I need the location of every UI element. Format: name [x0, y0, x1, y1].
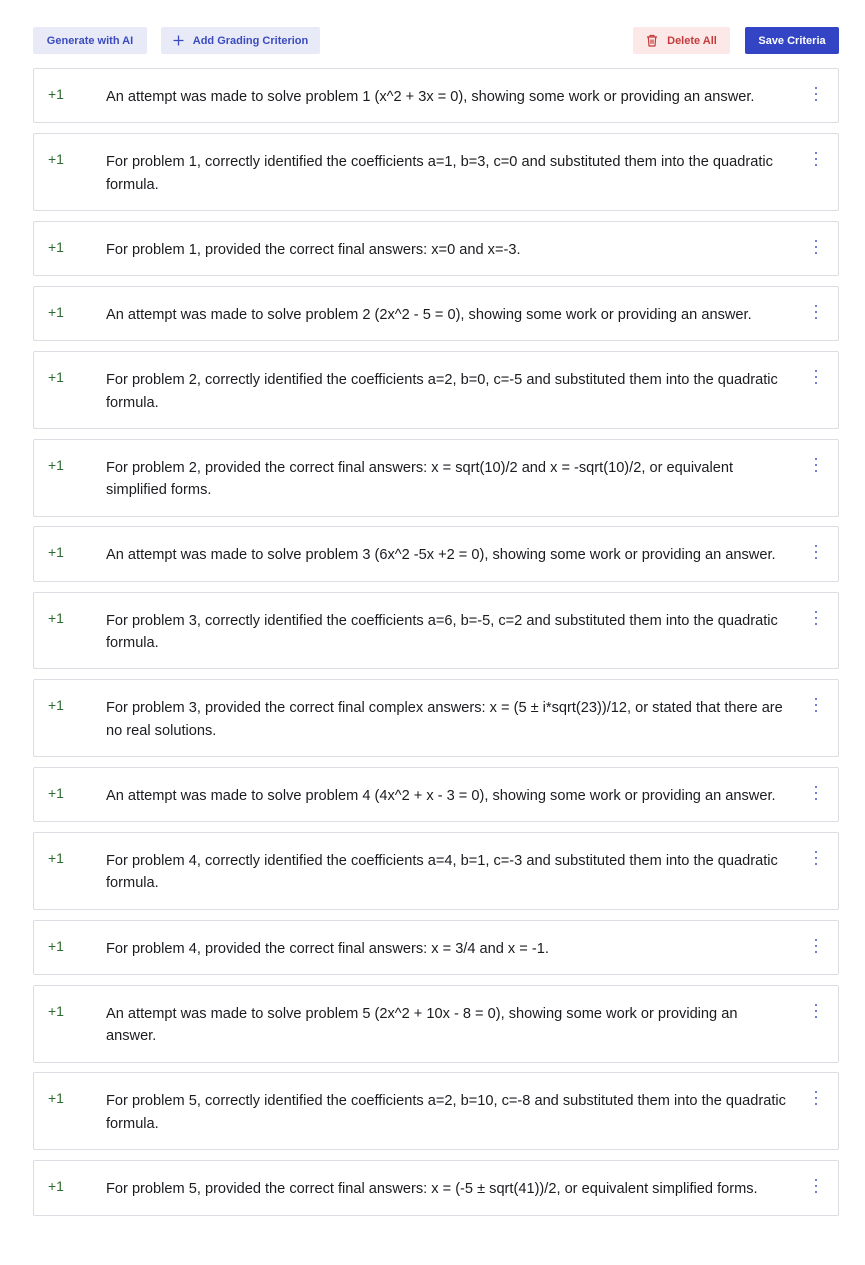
criterion-description: An attempt was made to solve problem 5 (2x^2 + 10x - 8 = 0), showing some work or providing an answer.	[106, 1005, 738, 1045]
criterion-row[interactable]	[33, 679, 839, 757]
criterion-description: For problem 4, correctly identified the coefficients a=4, b=1, c=-3 and substituted them into the quadratic formula.	[106, 853, 778, 892]
add-grading-criterion-button[interactable]	[161, 27, 320, 54]
criterion-points: +1	[48, 86, 64, 102]
generate-with-ai-label: Generate with AI	[46, 34, 134, 47]
criterion-points: +1	[48, 456, 64, 473]
more-vertical-icon[interactable]	[811, 939, 821, 953]
criterion-row[interactable]	[33, 526, 839, 581]
more-vertical-icon[interactable]	[811, 851, 821, 865]
criterion-row[interactable]	[33, 832, 839, 910]
criterion-row[interactable]	[33, 1072, 839, 1150]
criterion-points: +1	[48, 369, 64, 386]
criterion-description: For problem 5, correctly identified the coefficients a=2, b=10, c=-8 and substituted them into the quadratic formula.	[106, 1093, 786, 1132]
criterion-row[interactable]	[33, 1160, 839, 1215]
criterion-description: For problem 5, provided the correct final answers: x = (-5 ± sqrt(41))/2, or equivalent simplified forms.	[106, 1181, 758, 1198]
more-vertical-icon[interactable]	[811, 152, 821, 166]
more-vertical-icon[interactable]	[811, 611, 821, 625]
criterion-points: +1	[48, 1090, 64, 1107]
save-criteria-label: Save Criteria	[758, 34, 826, 47]
criterion-description: For problem 3, correctly identified the coefficients a=6, b=-5, c=2 and substituted them into the quadratic formula.	[106, 612, 778, 652]
toolbar	[33, 27, 839, 54]
more-vertical-icon[interactable]	[811, 305, 821, 319]
criterion-points: +1	[48, 238, 64, 255]
criteria-list	[33, 68, 839, 1225]
criterion-points: +1	[48, 1002, 64, 1019]
generate-with-ai-button[interactable]	[33, 27, 147, 54]
criterion-points: +1	[48, 609, 64, 626]
save-criteria-button[interactable]	[745, 27, 839, 54]
criterion-points: +1	[48, 151, 64, 168]
more-vertical-icon[interactable]	[811, 458, 821, 472]
criterion-row[interactable]	[33, 133, 839, 211]
criterion-row[interactable]	[33, 68, 839, 123]
criterion-description: An attempt was made to solve problem 2 (2x^2 - 5 = 0), showing some work or providing an answer.	[106, 307, 752, 324]
delete-all-label: Delete All	[667, 34, 717, 47]
criterion-row[interactable]	[33, 920, 839, 975]
more-vertical-icon[interactable]	[811, 1179, 821, 1193]
criterion-row[interactable]	[33, 221, 839, 276]
criterion-points: +1	[48, 850, 64, 867]
criterion-description: For problem 4, provided the correct final answers: x = 3/4 and x = -1.	[106, 940, 549, 957]
criterion-points: +1	[48, 937, 64, 954]
criterion-points: +1	[48, 784, 64, 801]
add-grading-criterion-label: Add Grading Criterion	[192, 34, 309, 47]
criterion-description: For problem 2, correctly identified the coefficients a=2, b=0, c=-5 and substituted them into the quadratic formula.	[106, 372, 778, 411]
more-vertical-icon[interactable]	[811, 370, 821, 384]
criterion-points: +1	[48, 697, 64, 714]
plus-icon	[173, 35, 184, 47]
criterion-points: +1	[48, 1178, 64, 1195]
criterion-points: +1	[48, 544, 64, 561]
more-vertical-icon[interactable]	[811, 545, 821, 559]
more-vertical-icon[interactable]	[811, 240, 821, 254]
criterion-description: An attempt was made to solve problem 3 (6x^2 -5x +2 = 0), showing some work or providing an answer.	[106, 547, 776, 564]
criterion-row[interactable]	[33, 767, 839, 822]
criterion-row[interactable]	[33, 439, 839, 517]
criterion-row[interactable]	[33, 351, 839, 429]
more-vertical-icon[interactable]	[811, 698, 821, 712]
criterion-row[interactable]	[33, 985, 839, 1063]
criterion-description: An attempt was made to solve problem 4 (4x^2 + x - 3 = 0), showing some work or providing an answer.	[106, 787, 776, 804]
more-vertical-icon[interactable]	[811, 1091, 821, 1105]
trash-icon	[646, 35, 658, 47]
criterion-row[interactable]	[33, 592, 839, 670]
more-vertical-icon[interactable]	[811, 1004, 821, 1018]
criterion-description: An attempt was made to solve problem 1 (x^2 + 3x = 0), showing some work or providing an answer.	[106, 89, 755, 105]
more-vertical-icon[interactable]	[811, 786, 821, 800]
criterion-row[interactable]	[33, 286, 839, 341]
criterion-description: For problem 1, provided the correct final answers: x=0 and x=-3.	[106, 241, 521, 258]
criterion-description: For problem 3, provided the correct final complex answers: x = (5 ± i*sqrt(23))/12, or stated that there are no real solutions.	[106, 700, 783, 739]
delete-all-button[interactable]	[633, 27, 730, 54]
criterion-description: For problem 1, correctly identified the coefficients a=1, b=3, c=0 and substituted them into the quadratic formula.	[106, 154, 773, 193]
criterion-points: +1	[48, 304, 64, 321]
more-vertical-icon[interactable]	[811, 87, 821, 101]
criterion-description: For problem 2, provided the correct final answers: x = sqrt(10)/2 and x = -sqrt(10)/2, or equivalent simplified forms.	[106, 459, 734, 499]
